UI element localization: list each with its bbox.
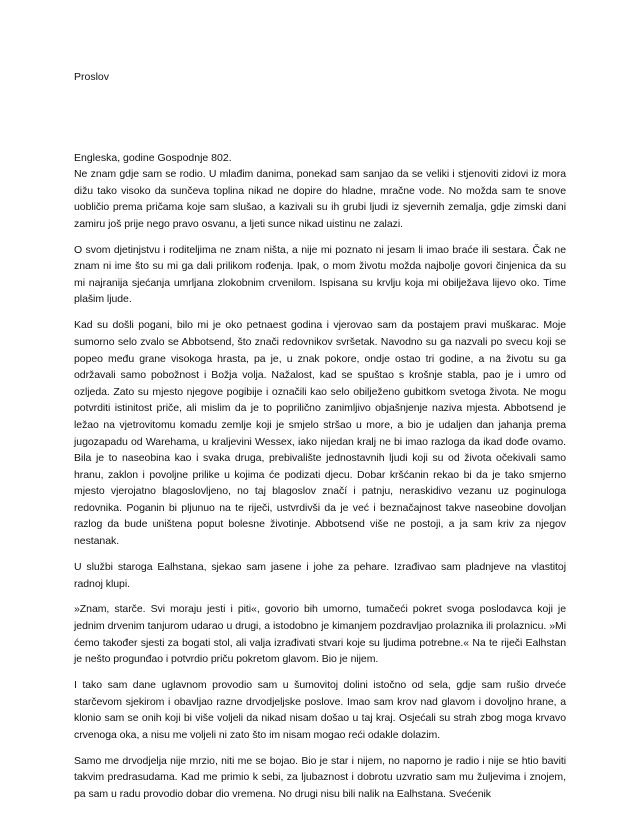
- chapter-heading: Proslov: [74, 71, 110, 83]
- paragraph-1: Ne znam gdje sam se rodio. U mlađim danima, ponekad sam sanjao da se veliki i stjenoviti zidovi iz mora dižu tako visoko da sunčeva toplina nikad ne dopire do hladne, mračne vode. No možda sam te snove uobličio prema pričama koje sam slušao, a kazivali su ih grubi ljudi iz sjevernih zemalja, gdje zimski dani zamiru još prije nego pravo osvanu, a ljeti sunce nikad uistinu ne zalazi.: [74, 168, 566, 230]
- place-date-line: Engleska, godine Gospodnje 802.: [74, 152, 232, 164]
- paragraph-3: Kad su došli pogani, bilo mi je oko petnaest godina i vjerovao sam da postajem pravi muškarac. Moje sumorno selo zvalo se Abbotsend, što znači redovnikov svršetak. Navodno su ga nazvali po svecu koji se popeo među grane visokoga hrasta, pa je, u znak pokore, ondje ostao tri godine, a na životu su ga održavali samo pobožnost i Božja volja. Nažalost, kad se spuštao s krošnje stabla, pao je i umro od ozljeda. Zato su mjesto njegove pogibije i označili kao selo obilježeno gubitkom svetoga života. Ne mogu potvrditi istinitost priče, ali mislim da je to poprilično zanimljivo objašnjenje naziva mjesta. Abbotsend je ležao na vjetrovitomu komadu zemlje koji je smjelo stršao u more, a bio je udaljen dan jahanja prema jugozapadu od Warehama, u kraljevini Wessex, iako nijedan kralj ne bi imao razloga da ikad dođe ovamo. Bila je to naseobina kao i svaka druga, prebivalište jednostavnih ljudi koji su od života očekivali samo hranu, zaklon i povoljne prilike u kojima će podizati djecu. Dobar kršćanin rekao bi da je tako smjerno mjesto vjerojatno blagoslovljeno, no taj blagoslov značí i patnju, neraskidivo vezanu uz poginuloga redovnika. Poganin bi pljunuo na te riječi, ustvrdivši da je već i beznačajnost takve naseobine dovoljan razlog da bude uništena poput bolesne životinje. Abbotsend više ne postoji, a ja sam kriv za njegov nestanak.: [74, 319, 566, 548]
- paragraph-7: Samo me drvodjelja nije mrzio, niti me se bojao. Bio je star i nijem, no naporno je radio i nije se htio baviti takvim predrasudama. Kad me primio k sebi, za ljubaznost i dobrotu uzvratio sam mu žuljevima i znojem, pa sam u radu provodio dobar dio vremena. No drugi nisu bili nalik na Ealhstana. Svećenik: [74, 754, 566, 800]
- paragraph-2: O svom djetinjstvu i roditeljima ne znam ništa, a nije mi poznato ni jesam li imao braće ili sestara. Čak ne znam ni ime što su mi ga dali prilikom rođenja. Ipak, o mom životu možda najbolje govori činjenica da su mi najranija sjećanja umrljana zlokobnim crvenilom. Ispisana su krvlju koja mi obilježava lijevo oko. Time plašim ljude.: [74, 243, 566, 306]
- body-text: [74, 166, 566, 812]
- paragraph-5: »Znam, starče. Svi moraju jesti i piti«, govorio bih umorno, tumačeći pokret svoga poslodavca koji je jednim drvenim tanjurom udarao u drugi, a istodobno je kimanjem pozdravljao prolaznika ili prolaznicu. »Mi ćemo također sjesti za bogati stol, ali valja izrađivati stvari koje su ljudima potrebne.« Na te riječi Ealhstan je nešto progunđao i potvrdio priču pokretom glavom. Bio je nijem.: [74, 603, 566, 666]
- paragraph-6: I tako sam dane uglavnom provodio sam u šumovitoj dolini istočno od sela, gdje sam rušio drveće starčevom sjekirom i obavljao razne drvodjeljske poslove. Imao sam krov nad glavom i dovoljno hrane, a klonio sam se onih koji bi više voljeli da nikad nisam došao u taj kraj. Osjećali su strah zbog moga krvavo crvenoga oka, a nisu me voljeli ni zato što im nisam mogao reći odakle dolazim.: [74, 679, 566, 741]
- paragraph-4: U službi staroga Ealhstana, sjekao sam jasene i johe za pehare. Izrađivao sam pladnjeve na vlastitoj radnoj klupi.: [74, 560, 566, 590]
